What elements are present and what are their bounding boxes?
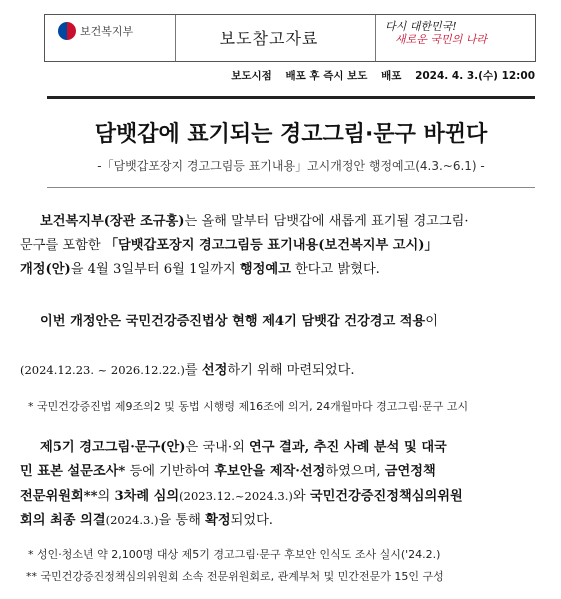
- slogan-line1: 다시 대한민국!: [385, 20, 457, 33]
- para3-text: 민 표본 설문조사*: [20, 464, 126, 479]
- footnote-3: ** 국민건강증진정책심의위원회 소속 전문위원회로, 관계부처 및 민간전문가 15인 구성: [26, 570, 444, 583]
- para1-text: 는 올해 말부터 담뱃갑에 새롭게 표기될 경고그림·: [184, 214, 469, 229]
- taegeuk-icon: [58, 22, 76, 40]
- para3-text: 금연정책: [384, 464, 436, 479]
- para2-text: 이: [425, 314, 439, 329]
- release-time-label: 보도시점: [231, 70, 272, 82]
- para2-text: 현행 제4기 담뱃갑 건강경고 적용: [232, 314, 426, 329]
- footnote-2: * 성인·청소년 약 2,100명 대상 제5기 경고그림·문구 후보안 인식도 조사 실시('24.2.): [28, 548, 441, 561]
- para2-text: 선정: [201, 363, 228, 378]
- ministry-logo: [58, 22, 133, 40]
- para2-text: 하기 위해 마련되었다.: [227, 363, 355, 378]
- release-dist-value: 2024. 4. 3.(수) 12:00: [415, 70, 535, 82]
- page-subtitle: -「담뱃갑포장지 경고그림등 표기내용」고시개정안 행정예고(4.3.~6.1) -: [97, 159, 485, 173]
- para3-text: 의: [97, 489, 115, 504]
- release-time-value: 배포 후 즉시 보도: [285, 70, 368, 82]
- footnote-1: * 국민건강증진법 제9조의2 및 동법 시행령 제16조에 의거, 24개월마다 경고그림·문구 고시: [28, 400, 469, 413]
- para3-text: 연구 결과, 추진 사례 분석 및 대국: [249, 440, 447, 455]
- para3-text: 3차례 심의: [114, 489, 180, 504]
- para3-text: 후보안을 제작·선정: [214, 464, 326, 479]
- para2-text: 이번 개정안은 국민건강증진법상: [40, 314, 233, 329]
- para3-text: 등에 기반하여: [125, 464, 215, 479]
- slogan-line2: 새로운 국민의 나라: [395, 33, 488, 46]
- header-divider: [375, 15, 376, 61]
- title-box: [47, 96, 535, 188]
- para1-text: 개정(안): [20, 262, 71, 277]
- para1-text: 을 4월 3일부터 6월 1일까지: [70, 262, 240, 277]
- paragraph-3: [20, 436, 540, 532]
- para1-text: 행정예고: [239, 262, 291, 277]
- para1-text: 한다고 밝혔다.: [290, 262, 380, 277]
- para3-text: (2023.12.~2024.3.): [179, 489, 293, 503]
- paragraph-1: [20, 210, 540, 282]
- doc-type-label: 보도참고자료: [219, 29, 319, 48]
- org-name: 보건복지부: [80, 25, 134, 38]
- para3-text: 제5기 경고그림·문구(안): [40, 440, 186, 455]
- release-dist-label: 배포: [381, 70, 402, 82]
- header-divider: [175, 15, 176, 61]
- para3-text: 와: [292, 489, 310, 504]
- para2-text: (2024.12.23. ~ 2026.12.22.): [20, 363, 185, 377]
- para1-text: 「담뱃갑포장지 경고그림등 표기내용(보건복지부 고시)」: [104, 238, 438, 253]
- para1-text: 보건복지부(장관 조규홍): [40, 214, 185, 229]
- para3-text: 하였으며,: [325, 464, 385, 479]
- para2-text: 를: [184, 363, 202, 378]
- para3-text: 되었다.: [230, 513, 274, 528]
- para3-text: 전문위원회**: [20, 489, 98, 504]
- slogan: [385, 20, 487, 46]
- para3-text: 회의 최종 의결: [20, 513, 106, 528]
- para3-text: (2024.3.): [105, 513, 159, 527]
- release-info: [221, 68, 535, 83]
- page-title: 담뱃갑에 표기되는 경고그림·문구 바뀐다: [94, 122, 488, 147]
- para3-text: 국민건강증진정책심의위원: [309, 489, 463, 504]
- para3-text: 확정: [205, 513, 231, 528]
- para1-text: 문구를 포함한: [20, 238, 105, 253]
- paragraph-2: [20, 310, 540, 382]
- para3-text: 은 국내·외: [185, 440, 250, 455]
- para3-text: 을 통해: [158, 513, 206, 528]
